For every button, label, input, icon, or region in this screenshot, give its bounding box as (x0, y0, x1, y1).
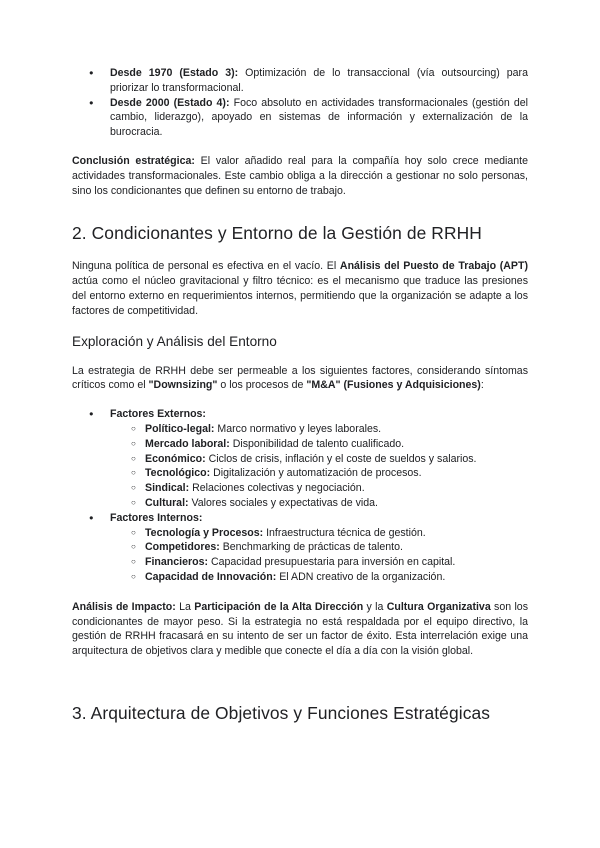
factors-list (72, 407, 528, 585)
factor-text: Benchmarking de prácticas de talento. (219, 541, 403, 554)
factor-label: Capacidad de Innovación: (145, 570, 277, 583)
impact-text-a: La (175, 600, 195, 613)
factor-text: Capacidad presupuestaria para inversión en capital. (208, 556, 456, 569)
external-factors-list (72, 422, 528, 511)
section-2-heading: 2. Condicionantes y Entorno de la Gestión de RRHH (72, 223, 482, 244)
factor-text: Ciclos de crisis, inflación y el coste de sueldos y salarios. (205, 452, 477, 465)
factor-label: Tecnología y Procesos: (145, 526, 264, 539)
factor-text: Disponibilidad de talento cualificado. (229, 437, 405, 450)
list-item (72, 496, 528, 511)
impact-term-culture: Cultura Organizativa (386, 600, 491, 613)
factor-text: Relaciones colectivas y negociación. (189, 482, 365, 495)
list-item (72, 570, 528, 585)
list-item (72, 66, 528, 96)
factor-label: Mercado laboral: (145, 437, 230, 450)
strategy-text-c: o los procesos de (217, 379, 307, 392)
section-3-heading: 3. Arquitectura de Objetivos y Funciones Estratégicas (72, 702, 491, 723)
list-item (72, 422, 528, 437)
impact-text-e: son los condicionantes de mayor peso. Si la estrategia no está respaldada por el equipo directivo, la gestión de RRHH fracasará en su intento de ser un factor de éxito. Esta interrelación exige una arquitectura de objetivos clara y medible que conecte el día a día con la visión global. (72, 600, 528, 658)
factor-text: Digitalización y automatización de procesos. (210, 467, 422, 480)
list-item (72, 466, 528, 481)
ma-term: "M&A" (Fusiones y Adquisiciones) (306, 379, 481, 392)
impact-label: Análisis de Impacto: (72, 600, 176, 613)
factor-text: Valores sociales y expectativas de vida. (188, 496, 378, 509)
strategy-paragraph (72, 364, 528, 394)
factor-label: Competidores: (145, 541, 220, 554)
list-item-text: Optimización de lo transaccional (vía outsourcing) para priorizar lo transformacional. (110, 67, 528, 94)
apt-text-a: Ninguna política de personal es efectiva en el vacío. El (72, 260, 340, 273)
conclusion-text: El valor añadido real para la compañía hoy solo crece mediante actividades transformacionales. Este cambio obliga a la dirección a gestionar no solo personas, sino los condicionantes que definen su entorno de trabajo. (72, 154, 529, 197)
factor-label: Financieros: (145, 556, 208, 569)
list-item-text: Foco absoluto en actividades transformacionales (gestión del cambio, liderazgo), apoyado en sistemas de información y externalización de la burocracia. (110, 96, 528, 139)
list-item (72, 511, 528, 585)
strategy-text-e: : (480, 379, 484, 392)
conclusion-label: Conclusión estratégica: (72, 154, 195, 167)
factor-text: Marco normativo y leyes laborales. (214, 422, 382, 435)
list-item-label: Desde 2000 (Estado 4): (110, 96, 230, 109)
list-item (72, 452, 528, 467)
external-factors-label: Factores Externos: (110, 408, 206, 421)
internal-factors-label: Factores Internos: (110, 511, 203, 524)
evolution-list (72, 66, 528, 140)
downsizing-term: "Downsizing" (148, 379, 218, 392)
impact-paragraph (72, 600, 528, 659)
apt-text-c: actúa como el núcleo gravitacional y filtro técnico: es el mecanismo que traduce las presiones del entorno externo en requerimientos internos, permitiendo que la organización se adapte a los factores de competitividad. (72, 275, 528, 317)
factor-label: Tecnológico: (145, 467, 211, 480)
list-item (72, 481, 528, 496)
factor-text: Infraestructura técnica de gestión. (263, 526, 426, 539)
factor-label: Político-legal: (145, 422, 215, 435)
internal-factors-list (72, 526, 528, 585)
environment-subheading: Exploración y Análisis del Entorno (72, 333, 277, 349)
strategy-text-a: La estrategia de RRHH debe ser permeable a los siguientes factores, considerando síntomas críticos como el (72, 364, 528, 392)
list-item (72, 96, 528, 140)
list-item (72, 540, 528, 555)
list-item (72, 407, 528, 511)
apt-term: Análisis del Puesto de Trabajo (APT) (339, 260, 528, 273)
factor-text: El ADN creativo de la organización. (276, 570, 446, 583)
list-item-label: Desde 1970 (Estado 3): (110, 67, 239, 79)
apt-paragraph (72, 259, 528, 318)
impact-term-leadership: Participación de la Alta Dirección (194, 600, 364, 613)
factor-label: Económico: (145, 452, 206, 465)
impact-text-c: y la (363, 600, 387, 613)
list-item (72, 437, 528, 452)
list-item (72, 526, 528, 541)
factor-label: Sindical: (145, 482, 190, 495)
factor-label: Cultural: (145, 496, 189, 509)
conclusion-paragraph (72, 154, 528, 198)
list-item (72, 555, 528, 570)
